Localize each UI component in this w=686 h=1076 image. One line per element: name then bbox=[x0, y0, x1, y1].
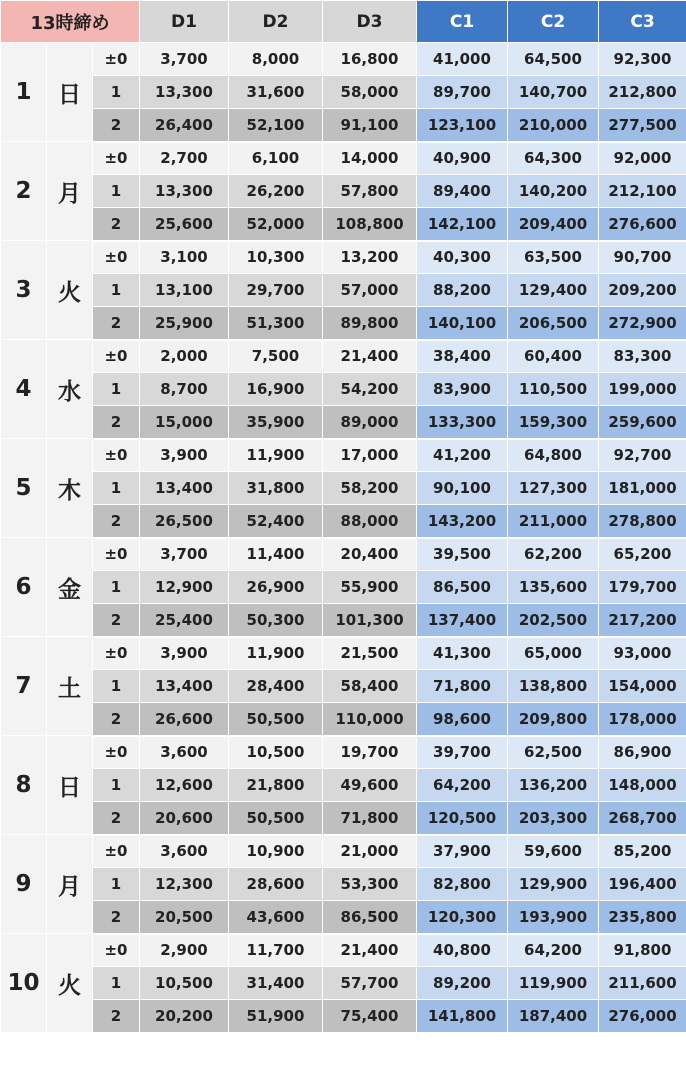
cell-c1: 143,200 bbox=[417, 505, 508, 538]
offset-label: 2 bbox=[93, 208, 140, 241]
table-row bbox=[1, 406, 686, 439]
cell-d3: 58,000 bbox=[323, 76, 417, 109]
table-row bbox=[1, 109, 686, 142]
cell-d3: 57,800 bbox=[323, 175, 417, 208]
column-header-c1: C1 bbox=[417, 1, 508, 43]
cell-c3: 92,700 bbox=[599, 439, 686, 472]
cell-d1: 26,500 bbox=[140, 505, 229, 538]
cell-c3: 276,000 bbox=[599, 1000, 686, 1033]
cell-d3: 49,600 bbox=[323, 769, 417, 802]
cell-c1: 37,900 bbox=[417, 835, 508, 868]
cell-c1: 88,200 bbox=[417, 274, 508, 307]
cell-d1: 3,700 bbox=[140, 43, 229, 76]
cell-d2: 52,100 bbox=[229, 109, 323, 142]
cell-d3: 101,300 bbox=[323, 604, 417, 637]
cell-c1: 98,600 bbox=[417, 703, 508, 736]
table-row bbox=[1, 76, 686, 109]
cell-d2: 6,100 bbox=[229, 142, 323, 175]
weekday: 月 bbox=[47, 142, 93, 241]
table-row bbox=[1, 571, 686, 604]
table-row bbox=[1, 1000, 686, 1033]
table-row bbox=[1, 505, 686, 538]
cell-c1: 137,400 bbox=[417, 604, 508, 637]
cell-c2: 210,000 bbox=[508, 109, 599, 142]
cell-d3: 19,700 bbox=[323, 736, 417, 769]
offset-label: 1 bbox=[93, 373, 140, 406]
table-row bbox=[1, 802, 686, 835]
cell-c1: 142,100 bbox=[417, 208, 508, 241]
table-row bbox=[1, 604, 686, 637]
table-row bbox=[1, 538, 686, 571]
day-number: 4 bbox=[1, 340, 47, 439]
cell-c2: 187,400 bbox=[508, 1000, 599, 1033]
cell-c3: 211,600 bbox=[599, 967, 686, 1000]
day-number: 2 bbox=[1, 142, 47, 241]
cell-d2: 26,200 bbox=[229, 175, 323, 208]
cell-c3: 178,000 bbox=[599, 703, 686, 736]
cell-d3: 57,000 bbox=[323, 274, 417, 307]
cell-c1: 40,300 bbox=[417, 241, 508, 274]
cell-c1: 38,400 bbox=[417, 340, 508, 373]
day-number: 6 bbox=[1, 538, 47, 637]
cell-d3: 16,800 bbox=[323, 43, 417, 76]
cell-c3: 196,400 bbox=[599, 868, 686, 901]
cell-d1: 25,600 bbox=[140, 208, 229, 241]
cell-c2: 140,700 bbox=[508, 76, 599, 109]
offset-label: 2 bbox=[93, 1000, 140, 1033]
cell-d2: 29,700 bbox=[229, 274, 323, 307]
cell-d3: 86,500 bbox=[323, 901, 417, 934]
cell-c2: 65,000 bbox=[508, 637, 599, 670]
cell-c2: 193,900 bbox=[508, 901, 599, 934]
cell-d2: 51,900 bbox=[229, 1000, 323, 1033]
weekday: 月 bbox=[47, 835, 93, 934]
cell-c2: 64,200 bbox=[508, 934, 599, 967]
table-row bbox=[1, 43, 686, 76]
cell-c1: 41,000 bbox=[417, 43, 508, 76]
cell-c1: 89,700 bbox=[417, 76, 508, 109]
cell-c1: 141,800 bbox=[417, 1000, 508, 1033]
cell-d1: 20,600 bbox=[140, 802, 229, 835]
cell-d2: 31,600 bbox=[229, 76, 323, 109]
column-header-d3: D3 bbox=[323, 1, 417, 43]
cell-d1: 13,100 bbox=[140, 274, 229, 307]
cell-c3: 92,300 bbox=[599, 43, 686, 76]
offset-label: 1 bbox=[93, 472, 140, 505]
cell-d1: 20,500 bbox=[140, 901, 229, 934]
cell-d1: 3,900 bbox=[140, 637, 229, 670]
cell-d2: 10,300 bbox=[229, 241, 323, 274]
cell-c1: 90,100 bbox=[417, 472, 508, 505]
cell-d3: 71,800 bbox=[323, 802, 417, 835]
day-number: 8 bbox=[1, 736, 47, 835]
cell-c1: 41,300 bbox=[417, 637, 508, 670]
cell-c1: 120,500 bbox=[417, 802, 508, 835]
cell-c2: 64,500 bbox=[508, 43, 599, 76]
offset-label: ±0 bbox=[93, 142, 140, 175]
offset-label: 1 bbox=[93, 175, 140, 208]
cell-c3: 148,000 bbox=[599, 769, 686, 802]
day-number: 7 bbox=[1, 637, 47, 736]
cell-d3: 57,700 bbox=[323, 967, 417, 1000]
table-row bbox=[1, 373, 686, 406]
cell-d2: 16,900 bbox=[229, 373, 323, 406]
cell-c3: 268,700 bbox=[599, 802, 686, 835]
table-row bbox=[1, 934, 686, 967]
cell-c1: 89,400 bbox=[417, 175, 508, 208]
cell-d3: 55,900 bbox=[323, 571, 417, 604]
cell-c2: 209,400 bbox=[508, 208, 599, 241]
offset-label: 1 bbox=[93, 76, 140, 109]
weekday: 土 bbox=[47, 637, 93, 736]
table-body bbox=[1, 43, 686, 1033]
column-header-d2: D2 bbox=[229, 1, 323, 43]
table-row bbox=[1, 307, 686, 340]
offset-label: ±0 bbox=[93, 538, 140, 571]
cell-d1: 13,300 bbox=[140, 76, 229, 109]
cell-c2: 135,600 bbox=[508, 571, 599, 604]
cell-c2: 203,300 bbox=[508, 802, 599, 835]
cell-c3: 259,600 bbox=[599, 406, 686, 439]
cell-c3: 154,000 bbox=[599, 670, 686, 703]
cell-c2: 110,500 bbox=[508, 373, 599, 406]
cell-c3: 235,800 bbox=[599, 901, 686, 934]
offset-label: 2 bbox=[93, 307, 140, 340]
table-row bbox=[1, 439, 686, 472]
offset-label: ±0 bbox=[93, 835, 140, 868]
cell-c3: 179,700 bbox=[599, 571, 686, 604]
cell-c3: 91,800 bbox=[599, 934, 686, 967]
cell-c2: 209,800 bbox=[508, 703, 599, 736]
offset-label: 2 bbox=[93, 901, 140, 934]
cell-c2: 62,200 bbox=[508, 538, 599, 571]
cell-c2: 119,900 bbox=[508, 967, 599, 1000]
cell-d2: 11,900 bbox=[229, 637, 323, 670]
cell-c1: 41,200 bbox=[417, 439, 508, 472]
cell-c2: 60,400 bbox=[508, 340, 599, 373]
cell-d3: 58,400 bbox=[323, 670, 417, 703]
cell-d2: 51,300 bbox=[229, 307, 323, 340]
column-header-c2: C2 bbox=[508, 1, 599, 43]
cell-d3: 75,400 bbox=[323, 1000, 417, 1033]
column-header-d1: D1 bbox=[140, 1, 229, 43]
cell-d2: 50,300 bbox=[229, 604, 323, 637]
cell-c1: 40,800 bbox=[417, 934, 508, 967]
table-row bbox=[1, 208, 686, 241]
cell-d2: 7,500 bbox=[229, 340, 323, 373]
cell-d1: 3,600 bbox=[140, 835, 229, 868]
cell-c3: 209,200 bbox=[599, 274, 686, 307]
cell-d2: 50,500 bbox=[229, 802, 323, 835]
cell-c2: 202,500 bbox=[508, 604, 599, 637]
offset-label: 2 bbox=[93, 703, 140, 736]
cell-d1: 20,200 bbox=[140, 1000, 229, 1033]
cell-d1: 2,000 bbox=[140, 340, 229, 373]
cell-c3: 277,500 bbox=[599, 109, 686, 142]
cell-d1: 12,900 bbox=[140, 571, 229, 604]
cell-d3: 14,000 bbox=[323, 142, 417, 175]
table-row bbox=[1, 868, 686, 901]
cell-d1: 8,700 bbox=[140, 373, 229, 406]
cell-d2: 31,800 bbox=[229, 472, 323, 505]
cell-c3: 83,300 bbox=[599, 340, 686, 373]
cell-c2: 59,600 bbox=[508, 835, 599, 868]
cell-c2: 64,300 bbox=[508, 142, 599, 175]
cell-d3: 13,200 bbox=[323, 241, 417, 274]
cell-c1: 123,100 bbox=[417, 109, 508, 142]
cell-c2: 64,800 bbox=[508, 439, 599, 472]
cell-c2: 136,200 bbox=[508, 769, 599, 802]
day-number: 3 bbox=[1, 241, 47, 340]
cell-c2: 159,300 bbox=[508, 406, 599, 439]
cell-d2: 26,900 bbox=[229, 571, 323, 604]
offset-label: ±0 bbox=[93, 340, 140, 373]
cell-c3: 65,200 bbox=[599, 538, 686, 571]
cell-d3: 21,500 bbox=[323, 637, 417, 670]
cell-d1: 25,900 bbox=[140, 307, 229, 340]
cell-d2: 21,800 bbox=[229, 769, 323, 802]
weekday: 木 bbox=[47, 439, 93, 538]
cell-d2: 11,400 bbox=[229, 538, 323, 571]
cell-d3: 53,300 bbox=[323, 868, 417, 901]
day-number: 10 bbox=[1, 934, 47, 1033]
cell-d3: 110,000 bbox=[323, 703, 417, 736]
cell-c1: 40,900 bbox=[417, 142, 508, 175]
cell-d3: 21,000 bbox=[323, 835, 417, 868]
cell-c3: 212,800 bbox=[599, 76, 686, 109]
weekday: 火 bbox=[47, 241, 93, 340]
cell-c2: 62,500 bbox=[508, 736, 599, 769]
cell-d3: 21,400 bbox=[323, 340, 417, 373]
table-row bbox=[1, 901, 686, 934]
cell-c3: 93,000 bbox=[599, 637, 686, 670]
header-row bbox=[1, 1, 686, 43]
cell-c3: 272,900 bbox=[599, 307, 686, 340]
offset-label: 2 bbox=[93, 604, 140, 637]
cell-c2: 127,300 bbox=[508, 472, 599, 505]
cell-d3: 88,000 bbox=[323, 505, 417, 538]
cell-d1: 12,300 bbox=[140, 868, 229, 901]
cell-d3: 20,400 bbox=[323, 538, 417, 571]
cell-c3: 86,900 bbox=[599, 736, 686, 769]
offset-label: ±0 bbox=[93, 439, 140, 472]
cell-d2: 28,600 bbox=[229, 868, 323, 901]
cell-d1: 13,400 bbox=[140, 472, 229, 505]
cell-c3: 217,200 bbox=[599, 604, 686, 637]
weekday: 日 bbox=[47, 43, 93, 142]
offset-label: 2 bbox=[93, 802, 140, 835]
cell-d1: 25,400 bbox=[140, 604, 229, 637]
offset-label: 1 bbox=[93, 274, 140, 307]
cell-d2: 28,400 bbox=[229, 670, 323, 703]
cell-c1: 39,700 bbox=[417, 736, 508, 769]
cell-c2: 129,400 bbox=[508, 274, 599, 307]
cell-d1: 15,000 bbox=[140, 406, 229, 439]
cell-d2: 35,900 bbox=[229, 406, 323, 439]
cell-d1: 10,500 bbox=[140, 967, 229, 1000]
cell-d1: 2,700 bbox=[140, 142, 229, 175]
cell-c1: 83,900 bbox=[417, 373, 508, 406]
cell-d1: 2,900 bbox=[140, 934, 229, 967]
table-row bbox=[1, 274, 686, 307]
cell-c2: 138,800 bbox=[508, 670, 599, 703]
table-row bbox=[1, 670, 686, 703]
cell-c2: 129,900 bbox=[508, 868, 599, 901]
cell-c1: 133,300 bbox=[417, 406, 508, 439]
table-row bbox=[1, 175, 686, 208]
offset-label: ±0 bbox=[93, 241, 140, 274]
offset-label: ±0 bbox=[93, 736, 140, 769]
cell-c3: 278,800 bbox=[599, 505, 686, 538]
cell-c2: 206,500 bbox=[508, 307, 599, 340]
table-row bbox=[1, 472, 686, 505]
offset-label: 2 bbox=[93, 505, 140, 538]
cell-d1: 3,900 bbox=[140, 439, 229, 472]
table-row bbox=[1, 736, 686, 769]
cell-c3: 92,000 bbox=[599, 142, 686, 175]
cell-d2: 43,600 bbox=[229, 901, 323, 934]
cell-c1: 64,200 bbox=[417, 769, 508, 802]
table-row bbox=[1, 967, 686, 1000]
cell-d1: 3,700 bbox=[140, 538, 229, 571]
offset-label: 1 bbox=[93, 868, 140, 901]
weekday: 火 bbox=[47, 934, 93, 1033]
cell-c2: 63,500 bbox=[508, 241, 599, 274]
cell-c3: 199,000 bbox=[599, 373, 686, 406]
cell-d3: 89,000 bbox=[323, 406, 417, 439]
day-number: 1 bbox=[1, 43, 47, 142]
deadline-label: 13時締め bbox=[1, 1, 140, 43]
table-row bbox=[1, 241, 686, 274]
table-row bbox=[1, 835, 686, 868]
cell-d1: 12,600 bbox=[140, 769, 229, 802]
offset-label: 2 bbox=[93, 406, 140, 439]
weekday: 日 bbox=[47, 736, 93, 835]
table-row bbox=[1, 703, 686, 736]
table-row bbox=[1, 769, 686, 802]
cell-c1: 140,100 bbox=[417, 307, 508, 340]
table-row bbox=[1, 340, 686, 373]
weekday: 金 bbox=[47, 538, 93, 637]
cell-c2: 140,200 bbox=[508, 175, 599, 208]
cell-c3: 90,700 bbox=[599, 241, 686, 274]
cell-d1: 13,300 bbox=[140, 175, 229, 208]
cell-c2: 211,000 bbox=[508, 505, 599, 538]
table-row bbox=[1, 142, 686, 175]
cell-d1: 3,100 bbox=[140, 241, 229, 274]
cell-d3: 89,800 bbox=[323, 307, 417, 340]
cell-d2: 10,500 bbox=[229, 736, 323, 769]
cell-c1: 39,500 bbox=[417, 538, 508, 571]
cell-d2: 10,900 bbox=[229, 835, 323, 868]
offset-label: 1 bbox=[93, 769, 140, 802]
cell-d1: 3,600 bbox=[140, 736, 229, 769]
cell-c3: 276,600 bbox=[599, 208, 686, 241]
cell-c1: 71,800 bbox=[417, 670, 508, 703]
cell-c1: 120,300 bbox=[417, 901, 508, 934]
weekday: 水 bbox=[47, 340, 93, 439]
offset-label: 1 bbox=[93, 571, 140, 604]
day-number: 9 bbox=[1, 835, 47, 934]
cell-d2: 52,400 bbox=[229, 505, 323, 538]
offset-label: 2 bbox=[93, 109, 140, 142]
table-row bbox=[1, 637, 686, 670]
cell-d1: 13,400 bbox=[140, 670, 229, 703]
offset-label: 1 bbox=[93, 967, 140, 1000]
cell-d2: 8,000 bbox=[229, 43, 323, 76]
cell-c3: 212,100 bbox=[599, 175, 686, 208]
cell-d3: 91,100 bbox=[323, 109, 417, 142]
cell-d3: 17,000 bbox=[323, 439, 417, 472]
offset-label: 1 bbox=[93, 670, 140, 703]
cell-d1: 26,400 bbox=[140, 109, 229, 142]
cell-c3: 85,200 bbox=[599, 835, 686, 868]
cell-c1: 89,200 bbox=[417, 967, 508, 1000]
cell-d2: 11,700 bbox=[229, 934, 323, 967]
offset-label: ±0 bbox=[93, 934, 140, 967]
cell-c3: 181,000 bbox=[599, 472, 686, 505]
cell-c1: 82,800 bbox=[417, 868, 508, 901]
cell-d1: 26,600 bbox=[140, 703, 229, 736]
cell-d3: 21,400 bbox=[323, 934, 417, 967]
cell-d2: 50,500 bbox=[229, 703, 323, 736]
day-number: 5 bbox=[1, 439, 47, 538]
cell-c1: 86,500 bbox=[417, 571, 508, 604]
offset-label: ±0 bbox=[93, 637, 140, 670]
cell-d3: 58,200 bbox=[323, 472, 417, 505]
cell-d3: 108,800 bbox=[323, 208, 417, 241]
cell-d2: 31,400 bbox=[229, 967, 323, 1000]
cell-d2: 11,900 bbox=[229, 439, 323, 472]
column-header-c3: C3 bbox=[599, 1, 686, 43]
cell-d2: 52,000 bbox=[229, 208, 323, 241]
cell-d3: 54,200 bbox=[323, 373, 417, 406]
offset-label: ±0 bbox=[93, 43, 140, 76]
